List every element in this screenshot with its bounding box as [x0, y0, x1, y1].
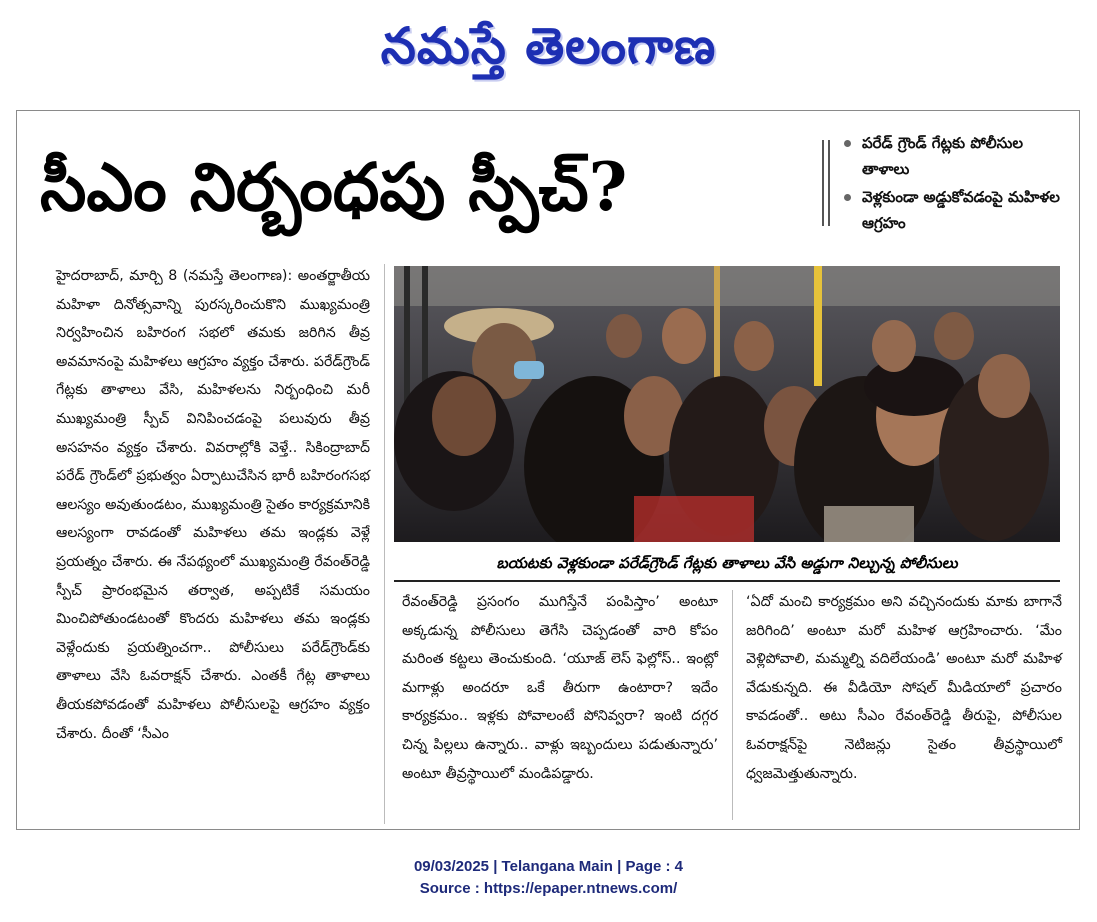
article-column-1: హైదరాబాద్, మార్చి 8 (నమస్తే తెలంగాణ): అంతర్జాతీయ మహిళా దినోత్సవాన్ని పురస్కరించుకొని ముఖ్యమంత్రి నిర్వహించిన బహిరంగ సభలో తమకు జరిగిన తీవ్ర అవమానంపై మహిళలు ఆగ్రహం వ్యక్తం చేశారు. పరేడ్‌గ్రౌండ్ గేట్లకు తాళాలు వేసి, మహిళలను నిర్బంధించి మరీ ముఖ్యమంత్రి స్పీచ్ వినిపించడంపై పలువురు తీవ్ర అసహనం వ్యక్తం చేశారు. వివరాల్లోకి వెళ్తే.. సికింద్రాబాద్ పరేడ్ గ్రౌండ్‌లో ప్రభుత్వం ఏర్పాటుచేసిన భారీ బహిరంగసభ ఆలస్యం అవుతుండటం, ముఖ్యమంత్రి సైతం కార్యక్రమానికి ఆలస్యంగా రావడంతో మహిళలు తమ ఇండ్లకు వెళ్లే ప్రయత్నం చేశారు. ఈ నేపథ్యంలో ముఖ్యమంత్రి రేవంత్‌రెడ్డి స్పీచ్ ప్రారంభమైన తర్వాత, అప్పటికే సమయం మించిపోతుండటంతో కొందరు మహిళలు తమ ఇండ్లకు వెళ్లేందుకు ప్రయత్నించగా.. పోలీసులు పరేడ్‌గ్రౌండ్‌కు తాళాలు వేసి ఓవరాక్షన్ చేశారు. ఎంతకీ గేట్ల తాళాలు తీయకపోవడంతో మహిళలు పోలీసులపై ఆగ్రహం వ్యక్తం చేశారు. దీంతో ‘సీఎం	[56, 268, 370, 742]
divider	[828, 140, 830, 226]
article-column-3: ‘ఏదో మంచి కార్యక్రమం అని వచ్చినందుకు మాకు బాగానే జరిగింది’ అంటూ మరో మహిళ ఆగ్రహించారు. ‘మేం వెళ్లిపోవాలి, మమ్మల్ని వదిలేయండి’ అంటూ మరో మహిళ వేడుకున్నది. ఈ వీడియో సోషల్ మీడియాలో ప్రచారం కావడంతో.. అటు సీఎం రేవంత్‌రెడ్డి తీరుపై, పోలీసుల ఓవరాక్షన్‌పై నెటిజన్లు సైతం తీవ్రస్థాయిలో ధ్వజమెత్తుతున్నారు.	[746, 594, 1062, 782]
column-divider	[384, 264, 385, 824]
masthead-logo: నమస్తే తెలంగాణ	[380, 16, 717, 75]
column-divider	[732, 590, 733, 820]
bullet-text: వెళ్లకుండా అడ్డుకోవడంపై మహిళల ఆగ్రహం	[862, 188, 1060, 232]
bullet-dot-icon	[844, 194, 851, 201]
caption-rule	[394, 580, 1060, 582]
subheadline-bullets	[842, 130, 1074, 238]
page-footer	[0, 856, 1097, 900]
bullet-item	[842, 130, 1074, 182]
headline: సీఎం నిర్బంధపు స్పీచ్?	[40, 148, 628, 226]
article-column-2: రేవంత్‌రెడ్డి ప్రసంగం ముగిస్తేనే పంపిస్తాం’ అంటూ అక్కడున్న పోలీసులు తెగేసి చెప్పడంతో వారి కోపం మరింత కట్టలు తెంచుకుంది. ‘యూజ్ లెస్ ఫెల్లోస్.. ఇంట్లో మగాళ్లు అందరూ ఒకే తీరుగా ఉంటారా? ఇదేం కార్యక్రమం.. ఇళ్లకు పోవాలంటే పోనివ్వరా? ఇంటి దగ్గర చిన్న పిల్లలు ఉన్నారు.. వాళ్లు ఇబ్బందులు పడుతున్నారు’ అంటూ తీవ్రస్థాయిలో మండిపడ్డారు.	[402, 594, 718, 782]
bullet-item	[842, 184, 1074, 236]
bullet-dot-icon	[844, 140, 851, 147]
divider	[822, 140, 824, 226]
photo-caption: బయటకు వెళ్లకుండా పరేడ్‌గ్రౌండ్ గేట్లకు తాళాలు వేసి అడ్డుగా నిల్చున్న పోలీసులు	[496, 554, 958, 572]
news-photo	[394, 266, 1060, 542]
bullet-text: పరేడ్ గ్రౌండ్ గేట్లకు పోలీసుల తాళాలు	[862, 134, 1023, 178]
footer-date-line: 09/03/2025 | Telangana Main | Page : 4	[413, 858, 684, 875]
crowd-photo-icon	[394, 266, 1060, 542]
footer-source-line: Source : https://epaper.ntnews.com/	[419, 880, 678, 897]
